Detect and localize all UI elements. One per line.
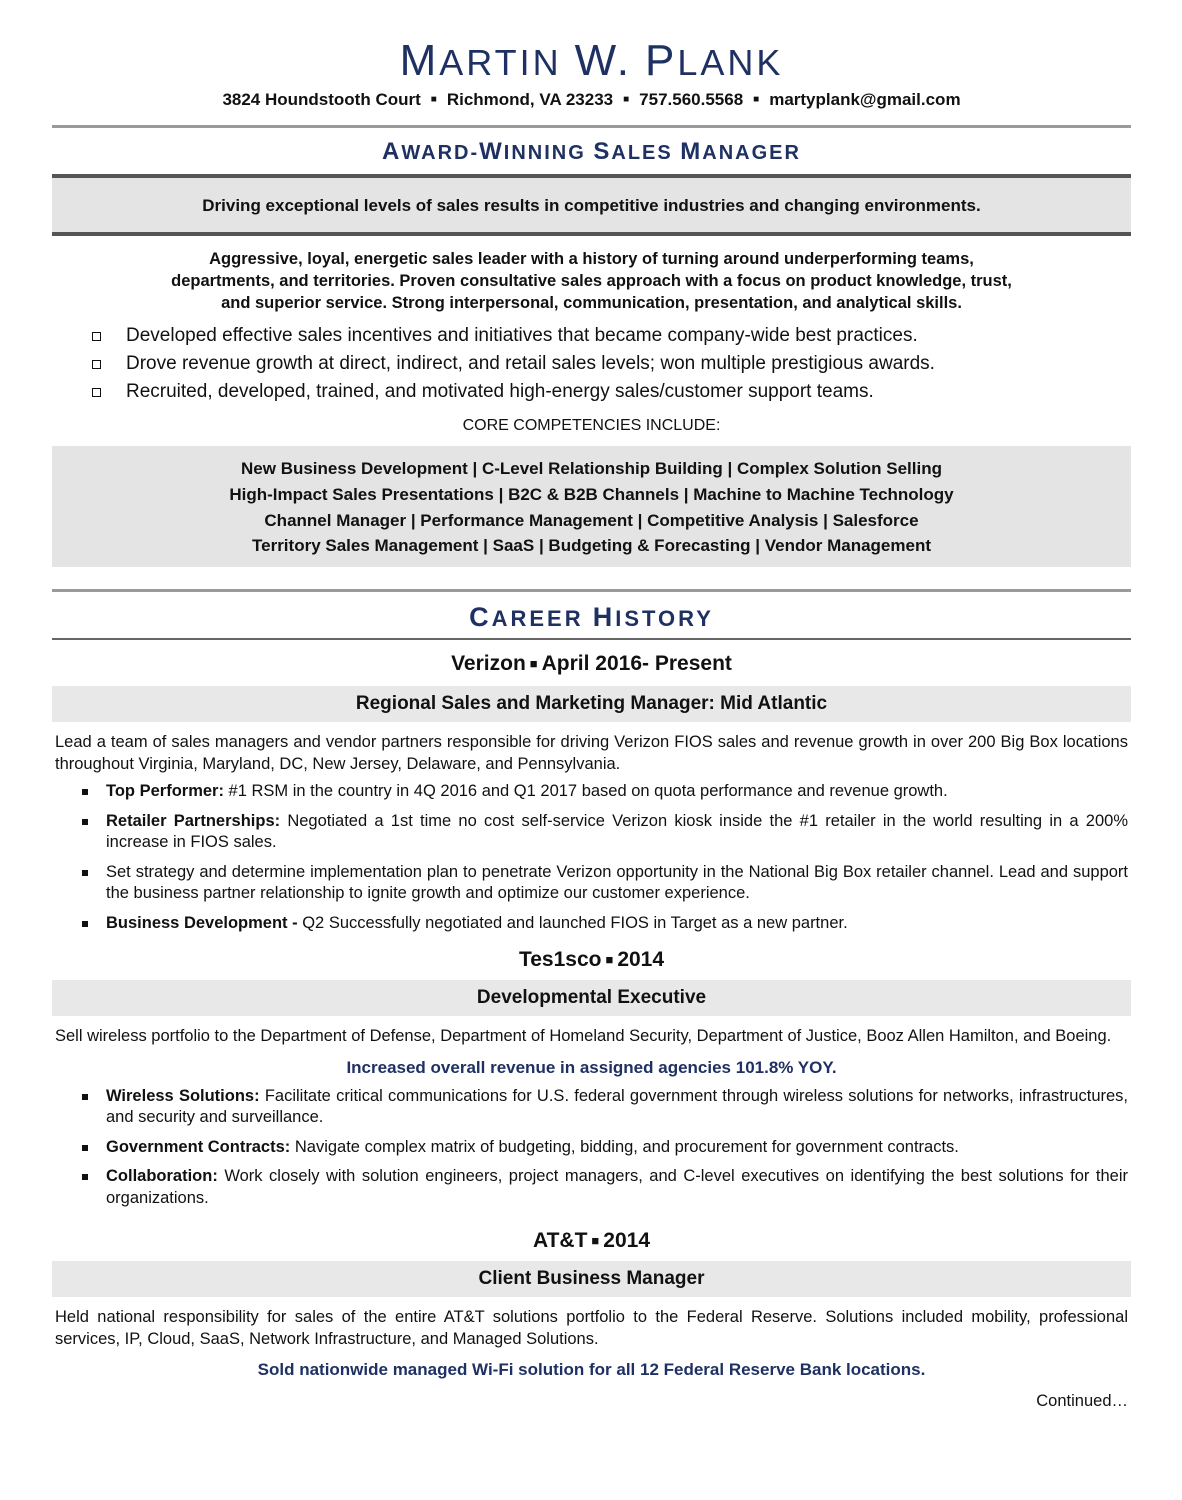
job-role: Client Business Manager bbox=[52, 1261, 1131, 1297]
list-item: Set strategy and determine implementation plan to penetrate Verizon opportunity in the National Big Box retailer channel. Lead and support the business partner relationship to ignite growth and optimize our customer experience. bbox=[80, 862, 1131, 905]
career-history-title: CAREER HISTORY bbox=[469, 602, 714, 633]
square-bullet-icon bbox=[82, 921, 88, 927]
job-role: Developmental Executive bbox=[52, 980, 1131, 1016]
job-description: Lead a team of sales managers and vendor partners responsible for driving Verizon FIOS sales and revenue growth in over 200 Big Box locations throughout Virginia, Maryland, DC, New Jersey, Delaware, and Pennsylvania. bbox=[55, 733, 1128, 773]
list-item: Retailer Partnerships: Negotiated a 1st time no cost self-service Verizon kiosk inside the #1 retailer in the world resulting in a 200% increase in FIOS sales. bbox=[80, 811, 1131, 854]
competency-row: Territory Sales Management | SaaS | Budgeting & Forecasting | Vendor Management bbox=[252, 536, 931, 556]
job-description: Held national responsibility for sales of the entire AT&T solutions portfolio to the Federal Reserve. Solutions included mobility, professional services, IP, Cloud, SaaS, Network Infrastructure, and Managed Solutions. bbox=[55, 1308, 1128, 1348]
separator-icon: ■ bbox=[430, 94, 437, 105]
job-description: Sell wireless portfolio to the Department of Defense, Department of Homeland Security, Department of Justice, Booz Allen Hamilton, and Boeing. bbox=[55, 1027, 1112, 1046]
list-item: Developed effective sales incentives and initiatives that became company-wide best practices. bbox=[92, 322, 1131, 350]
job-company-att: AT&T ■ 2014 bbox=[532, 1229, 650, 1253]
separator-icon: ■ bbox=[591, 1233, 600, 1249]
square-bullet-icon bbox=[82, 870, 88, 876]
tagline: Driving exceptional levels of sales results in competitive industries and changing environments. bbox=[52, 174, 1131, 236]
square-bullet-icon bbox=[82, 1094, 88, 1100]
job-achievement: Increased overall revenue in assigned agencies 101.8% YOY. bbox=[346, 1057, 837, 1077]
competency-row: Channel Manager | Performance Management | Competitive Analysis | Salesforce bbox=[264, 510, 919, 530]
list-item: Drove revenue growth at direct, indirect, and retail sales levels; won multiple prestigious awards. bbox=[92, 350, 1131, 378]
core-competencies bbox=[52, 446, 1131, 567]
job-company-tes1sco: Tes1sco ■ 2014 bbox=[518, 948, 665, 972]
job-bullets bbox=[52, 781, 1131, 934]
resume-page bbox=[52, 0, 1131, 1411]
email: martyplank@gmail.com bbox=[769, 90, 961, 109]
list-item: Government Contracts: Navigate complex matrix of budgeting, bidding, and procurement for government contracts. bbox=[80, 1137, 1131, 1159]
core-competencies-label: CORE COMPETENCIES INCLUDE: bbox=[462, 417, 721, 434]
headline: AWARD-WINNING SALES MANAGER bbox=[382, 138, 801, 165]
phone: 757.560.5568 bbox=[639, 90, 744, 109]
competency-row: New Business Development | C-Level Relationship Building | Complex Solution Selling bbox=[241, 459, 942, 478]
job-bullets bbox=[52, 1086, 1131, 1210]
candidate-name: MARTIN W. PLANK bbox=[399, 36, 784, 85]
address: 3824 Houndstooth Court bbox=[222, 90, 421, 109]
competency-row: High-Impact Sales Presentations | B2C & B2B Channels | Machine to Machine Technology bbox=[229, 484, 954, 504]
square-bullet-icon bbox=[82, 789, 88, 795]
city: Richmond, VA 23233 bbox=[446, 90, 614, 109]
summary: Aggressive, loyal, energetic sales leader with a history of turning around underperforming teams, departments, and territories. Proven consultative sales approach with a focus on product knowledge, trust, and superior service. Strong interpersonal, communication, presentation, and analytical skills. bbox=[171, 250, 1012, 312]
list-item: Wireless Solutions: Facilitate critical communications for U.S. federal government through wireless solutions for networks, infrastructures, and security and surveillance. bbox=[80, 1086, 1131, 1129]
list-item: Recruited, developed, trained, and motivated high-energy sales/customer support teams. bbox=[92, 378, 1131, 406]
continued-note: Continued… bbox=[1036, 1392, 1128, 1411]
separator-icon: ■ bbox=[605, 952, 614, 968]
divider bbox=[52, 638, 1131, 640]
separator-icon: ■ bbox=[529, 656, 538, 672]
separator-icon: ■ bbox=[753, 94, 760, 105]
highlights-list bbox=[52, 322, 1131, 406]
square-bullet-icon bbox=[82, 1174, 88, 1180]
checkbox-bullet-icon bbox=[92, 360, 101, 369]
square-bullet-icon bbox=[82, 819, 88, 825]
list-item: Collaboration: Work closely with solution engineers, project managers, and C-level executives on identifying the best solutions for their organizations. bbox=[80, 1166, 1131, 1209]
checkbox-bullet-icon bbox=[92, 332, 101, 341]
separator-icon: ■ bbox=[623, 94, 630, 105]
contact-line bbox=[52, 88, 1131, 112]
job-role: Regional Sales and Marketing Manager: Mid Atlantic bbox=[52, 686, 1131, 722]
job-company-verizon: Verizon ■ April 2016- Present bbox=[451, 652, 732, 676]
square-bullet-icon bbox=[82, 1145, 88, 1151]
checkbox-bullet-icon bbox=[92, 388, 101, 397]
job-achievement: Sold nationwide managed Wi-Fi solution for all 12 Federal Reserve Bank locations. bbox=[257, 1360, 926, 1380]
list-item: Business Development - Q2 Successfully negotiated and launched FIOS in Target as a new partner. bbox=[80, 913, 1131, 935]
list-item: Top Performer: #1 RSM in the country in 4Q 2016 and Q1 2017 based on quota performance and revenue growth. bbox=[80, 781, 1131, 803]
